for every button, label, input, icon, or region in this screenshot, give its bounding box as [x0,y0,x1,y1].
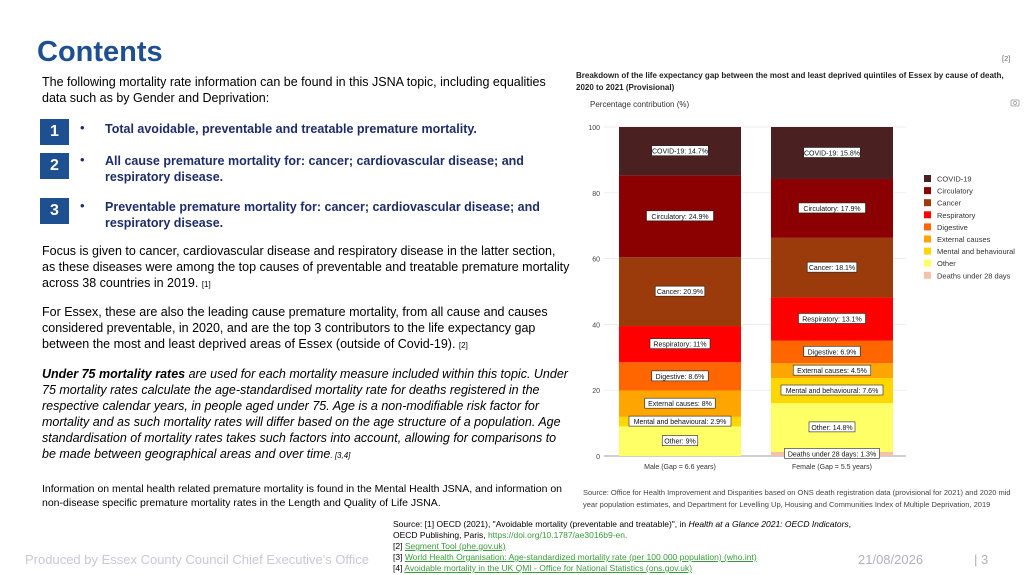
item-text: Total avoidable, preventable and treatable premature mortality. [105,122,477,136]
legend-swatch [924,175,931,182]
stacked-bar-chart [574,96,1024,486]
legend-label: Other [937,259,956,269]
data-label-text: Mental and behavioural: 7.6% [785,388,879,396]
data-label-text: Other: 14.8% [811,424,853,432]
legend-swatch [924,236,931,243]
data-label-text: Mental and behavioural: 2.9% [633,419,727,427]
bullet-icon: • [80,120,85,135]
chart-source: Source: Office for Health Improvement and Disparities based on ONS death registration data (provisional for 2021) and 2020 mid year population estimates, and Department for Levelling Up, Housing and Communities Index of Multiple Deprivation, 2019 [583,488,1011,509]
legend-item [924,247,1015,256]
legend-swatch [924,248,931,255]
data-label-text: External causes: 4.5% [797,368,867,376]
under75-text: are used for each mortality measure included within this topic. Under 75 mortality rates calculate the age-standardised mortality rate for deaths registered in the respective calendar years, in people aged under 75. Age is a non-modifiable risk factor for mortality and as such mortality rates will differ based on the age structure of a population. Age standardisation of mortality rates takes such factors into account, allowing for comparisons to be made between geographical areas and over time [42,367,568,461]
item-text: All cause premature mortality for: cancer; cardiovascular disease; and respiratory disease. [105,154,524,184]
footer-page: | 3 [974,552,989,567]
legend-label: Circulatory [937,186,973,196]
ref-number: [2] [393,541,405,551]
data-label-text: COVID-19: 15.8% [803,150,861,158]
x-tick-label: Male (Gap = 6.6 years) [644,464,716,471]
data-label [629,416,731,426]
legend-label: Digestive [937,222,968,232]
legend-label: Cancer [937,198,962,208]
data-label-text: Cancer: 20.9% [656,289,704,297]
footer-date: 21/08/2026 [858,552,924,567]
legend-item [924,235,991,244]
y-tick-label: 100 [588,125,600,132]
legend-label: External causes [937,235,991,244]
data-label [809,422,855,432]
contents-item-1[interactable] [40,119,570,149]
under75-paragraph [42,366,572,464]
data-label [807,262,857,272]
legend-label: Mental and behavioural [937,247,1015,257]
legend-item [924,187,973,196]
intro-text: The following mortality rate information can be found in this JSNA topic, including equalities data such as by Gender and Deprivation: [42,75,546,105]
legend-item [924,211,976,220]
data-label [655,286,705,296]
contents-item-3[interactable] [40,197,570,230]
legend-swatch [924,272,931,279]
data-label [793,365,871,375]
legend-label: COVID-19 [937,174,972,184]
data-label-text: External causes: 8% [648,401,712,409]
data-label-text: Circulatory: 17.9% [803,205,861,213]
ref-number: [4] [393,563,405,573]
x-tick-label: Female (Gap = 5.5 years) [792,464,872,471]
chart-title: Breakdown of the life expectancy gap between the most and least deprived quintiles of Essex by cause of death, 2020 to 2021 (Provisional) [576,71,1004,92]
legend-swatch [924,260,931,267]
reference-marker: [2] [458,341,468,350]
data-label-text: Digestive: 8.6% [655,373,705,381]
mental-health-note: Information on mental health related premature mortality is found in the Mental Health JSNA, and information on non-disease specific premature mortality rates in the Length and Quality of Life JSNA. [42,483,563,509]
legend-label: Respiratory [937,210,976,220]
data-label [652,146,709,156]
ref-number: [3] [393,552,405,562]
source-text: Source: [1] OECD (2021), "Avoidable mortality (preventable and treatable)", in [393,519,689,529]
data-label-text: COVID-19: 14.7% [651,148,709,156]
focus-paragraph [42,243,572,293]
legend-swatch [924,187,931,194]
data-label [799,203,866,213]
data-label-text: Digestive: 6.9% [807,349,857,357]
data-label-text: Respiratory: 13.1% [802,316,862,324]
data-label [645,398,716,408]
data-label [650,339,710,349]
chart-reference: [2] [1002,54,1011,63]
data-label [662,436,698,446]
reference-marker: [1] [201,280,211,289]
y-tick-label: 80 [592,190,600,198]
legend-item [924,223,968,232]
y-tick-label: 0 [596,454,600,461]
data-label [647,211,714,221]
segment-tool-link[interactable]: Segment Tool (phe.gov.uk) [404,541,506,551]
legend-swatch [924,223,931,230]
data-label-text: Respiratory: 11% [653,341,707,349]
bullet-icon: • [80,198,85,213]
ons-link[interactable]: Avoidable mortality in the UK QMI - Office for National Statistics (ons.gov.uk) [404,563,693,573]
item-number: 2 [40,153,69,179]
data-label-text: Deaths under 28 days: 1.3% [787,451,877,459]
camera-icon[interactable] [1011,100,1019,106]
doi-link[interactable]: https://doi.org/10.1787/ae3016b9-en. [487,530,628,540]
data-label [781,385,883,395]
item-number: 1 [40,119,69,145]
legend-swatch [924,199,931,206]
y-tick-label: 20 [592,388,600,396]
data-label-text: Cancer: 18.1% [808,265,856,273]
source-text: , [848,519,852,529]
item-text: Preventable premature mortality for: cancer; cardiovascular disease; and respiratory disease. [105,200,540,230]
data-label [799,313,866,323]
contents-item-2[interactable] [40,151,570,184]
legend-label: Deaths under 28 days [937,271,1011,281]
legend-item [924,199,962,208]
y-tick-label: 60 [592,256,600,264]
y-axis-label: Percentage contribution (%) [590,100,690,109]
legend-item [924,259,956,268]
data-label [652,371,709,381]
essex-paragraph [42,304,572,354]
footer-producer: Produced by Essex County Council Chief Executive's Office [25,552,370,567]
legend-item [924,175,972,184]
essex-text: For Essex, these are also the leading cause premature mortality, from all cause and causes considered preventable, in 2020, and are the top 3 contributors to the life expectancy gap between the most and least deprived areas of Essex (outside of Covid-19). [42,305,548,351]
source-text: OECD Publishing, Paris, [393,530,488,540]
item-number: 3 [40,198,69,224]
data-label [804,147,861,157]
data-label [804,346,861,356]
data-label-text: Circulatory: 24.9% [651,213,709,221]
legend-swatch [924,211,931,218]
who-link[interactable]: World Health Organisation: Age-standardized mortality rate (per 100 000 population) (who.int) [404,552,757,562]
page-title: Contents [37,36,163,68]
bullet-icon: • [80,152,85,167]
source-references [393,519,873,574]
focus-text: Focus is given to cancer, cardiovascular disease and respiratory disease in the latter section, as these diseases were among the top causes of preventable and treatable premature mortality across 38 countries in 2019. [42,244,570,290]
data-label-text: Other: 9% [664,438,696,446]
legend-item [924,271,1011,280]
y-tick-label: 40 [592,322,600,330]
source-italic: Health at a Glance 2021: OECD Indicators [688,519,849,529]
data-label [785,448,880,458]
reference-marker: . [3,4] [330,451,351,460]
under75-bold: Under 75 mortality rates [42,367,186,381]
